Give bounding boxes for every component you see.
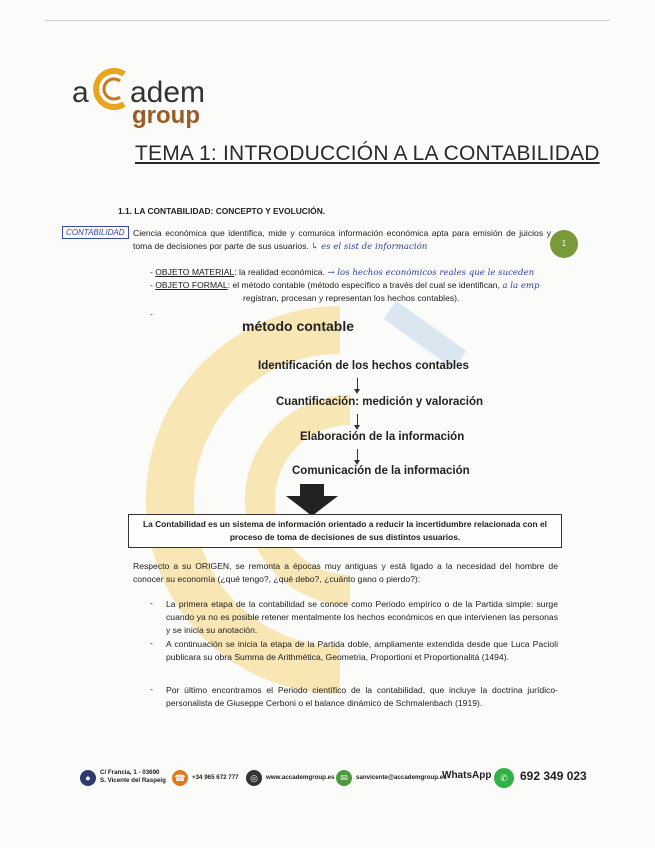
section-heading: 1.1. LA CONTABILIDAD: CONCEPTO Y EVOLUCIÓN. <box>118 206 326 216</box>
bullet-label: OBJETO FORMAL <box>155 280 228 290</box>
stage-3: Por último encontramos el Periodo científico de la contabilidad, que incluye la doctrina jurídico-personalista de Giuseppe Cerboni o el balance dinámico de Schmalenbach (1919). <box>166 685 558 708</box>
bullet-text: : el método contable (método específico a través del cual se identifican, <box>227 280 500 290</box>
scan-edge-line <box>45 20 610 21</box>
phone-icon: ☎ <box>172 770 188 786</box>
logo-c-ring-icon <box>90 68 132 110</box>
down-arrow-icon <box>357 378 358 390</box>
margin-note-box: CONTABILIDAD <box>62 226 129 239</box>
footer-web-link[interactable]: www.accademgroup.es <box>266 774 335 781</box>
footer-address-1: C/ Francia, 1 - 03690 <box>100 769 160 776</box>
whatsapp-label: WhatsApp <box>442 770 492 781</box>
down-arrow-icon <box>357 414 358 426</box>
academ-group-logo <box>72 68 206 129</box>
handwritten-note: ↳ es el sist de información <box>311 242 428 252</box>
bullet-empty-dash: - <box>150 309 153 319</box>
bullet-objeto-material: - OBJETO MATERIAL: la realidad económica. → los hechos económicos reales que le suceden <box>150 267 535 278</box>
bullet-dash: - <box>150 598 153 608</box>
bullet-dash: - <box>150 638 153 648</box>
bullet-text: : la realidad económica. <box>234 267 325 277</box>
page-title: TEMA 1: INTRODUCCIÓN A LA CONTABILIDAD <box>135 142 600 165</box>
step-2: Cuantificación: medición y valoración <box>276 396 484 408</box>
step-1: Identificación de los hechos contables <box>258 360 469 372</box>
footer-contact-bar <box>80 764 587 794</box>
whatsapp-icon: ✆ <box>494 768 514 788</box>
mail-icon: ✉ <box>336 770 352 786</box>
footer-email-link[interactable]: sanvicente@accademgroup.es <box>356 774 447 781</box>
origin-paragraph: Respecto a su ORIGEN, se remonta a épocas muy antiguas y está ligado a la necesidad del hombre de conocer su economía (¿qué tengo?, ¿qué debo?, ¿cuánto gano o pierdo?): <box>133 561 558 584</box>
logo-adem: adem <box>130 76 206 109</box>
handwritten-note: a la emp <box>502 281 540 291</box>
handwritten-note: → los hechos económicos reales que le suceden <box>327 268 535 278</box>
definition-paragraph <box>133 227 551 254</box>
down-arrow-icon <box>357 449 358 461</box>
location-pin-icon: ● <box>80 770 96 786</box>
bullet-label: OBJETO MATERIAL <box>155 267 235 277</box>
step-4: Comunicación de la información <box>292 465 470 477</box>
footer-phone[interactable]: +34 965 672 777 <box>192 774 239 781</box>
stage-1: La primera etapa de la contabilidad se conoce como Periodo empírico o de la Partida simple: surge cuando ya no es posible retener mentalmente los hechos económicos en que intervienen las personas y se inicia su anotación. <box>166 599 558 635</box>
logo-group: group <box>132 102 200 129</box>
big-down-arrow-icon <box>286 496 338 516</box>
bullet-objeto-formal: - OBJETO FORMAL: el método contable (método específico a través del cual se identifican, a la emp <box>150 280 540 291</box>
bullet-dash: - <box>150 684 153 694</box>
stage-2: A continuación se inicia la etapa de la Partida doble, ampliamente extendida desde que Luca Pacioli publicara su obra Summa de Arithmética, Geometria, Proportioni et Proportionalitá (1494). <box>166 639 558 662</box>
page-number-badge: 1 <box>550 230 578 258</box>
conclusion-box: La Contabilidad es un sistema de información orientado a reducir la incertidumbre relacionada con el proceso de toma de decisiones de sus distintos usuarios. <box>128 514 562 548</box>
logo-letter-a: a <box>72 76 89 109</box>
globe-icon: ◎ <box>246 770 262 786</box>
method-title: método contable <box>242 318 355 334</box>
whatsapp-number[interactable]: 692 349 023 <box>520 769 587 783</box>
definition-text: Ciencia económica que identifica, mide y comunica información económica apta para emisión de juicios y toma de decisiones por parte de sus usuarios. <box>133 228 551 251</box>
footer-address-2: S. Vicente del Raspeig <box>100 777 166 784</box>
step-3: Elaboración de la información <box>300 431 465 443</box>
bullet-continuation: registran, procesan y representan los hechos contables). <box>243 293 460 303</box>
